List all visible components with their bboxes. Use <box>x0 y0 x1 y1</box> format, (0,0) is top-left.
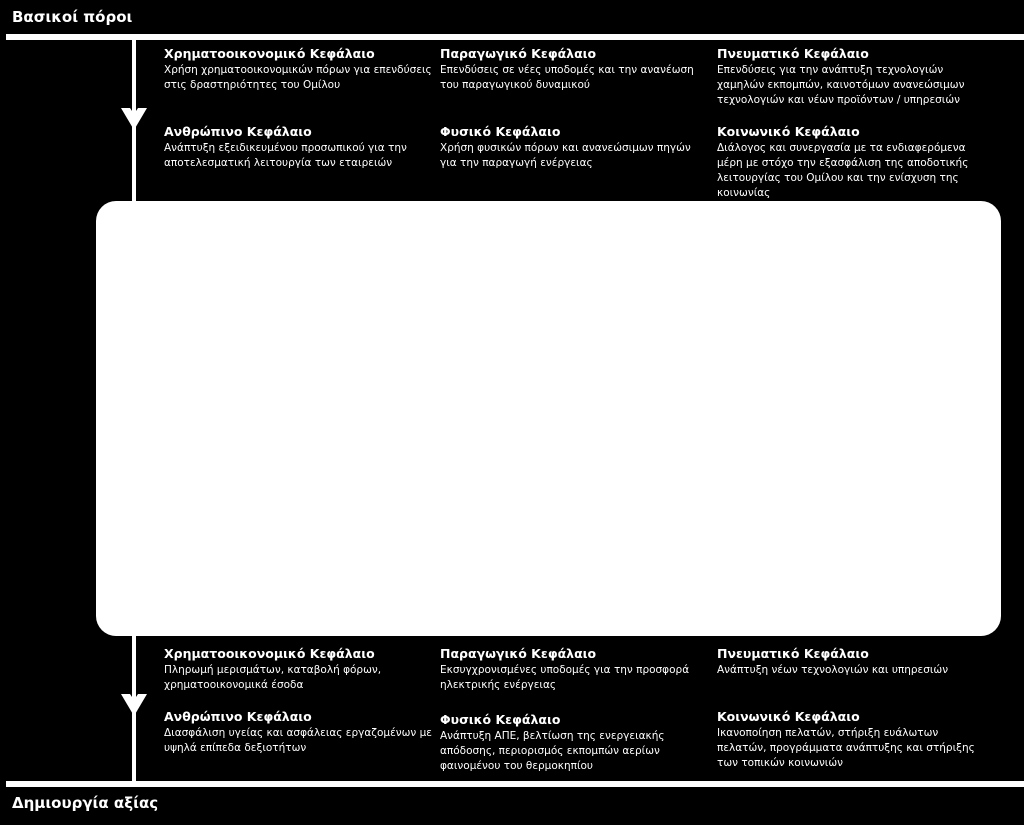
output-intellectual-title: Πνευματικό Κεφάλαιο <box>717 646 869 661</box>
output-natural-text: Ανάπτυξη ΑΠΕ, βελτίωση της ενεργειακής απόδοσης, περιορισμός εκπομπών αερίων φαινομένου του θερμοκηπίου <box>440 730 665 772</box>
output-social-capital <box>717 709 987 771</box>
output-natural-title: Φυσικό Κεφάλαιο <box>440 712 561 727</box>
business-model-panel <box>96 201 1001 636</box>
output-social-title: Κοινωνικό Κεφάλαιο <box>717 709 860 724</box>
output-intellectual-capital <box>717 646 987 678</box>
output-financial-title: Χρηματοοικονομικό Κεφάλαιο <box>164 646 375 661</box>
inputs-title: Βασικοί πόροι <box>12 8 133 26</box>
output-financial-capital <box>164 646 434 693</box>
input-financial-text: Χρήση χρηματοοικονομικών πόρων για επενδύσεις στις δραστηριότητες του Ομίλου <box>164 64 432 91</box>
output-manufactured-title: Παραγωγικό Κεφάλαιο <box>440 646 597 661</box>
input-human-capital <box>164 124 434 171</box>
input-social-title: Κοινωνικό Κεφάλαιο <box>717 124 860 139</box>
output-human-title: Ανθρώπινο Κεφάλαιο <box>164 709 312 724</box>
output-manufactured-capital <box>440 646 710 693</box>
input-intellectual-title: Πνευματικό Κεφάλαιο <box>717 46 869 61</box>
input-natural-text: Χρήση φυσικών πόρων και ανανεώσιμων πηγών για την παραγωγή ενέργειας <box>440 142 691 169</box>
output-manufactured-text: Εκσυγχρονισμένες υποδομές για την προσφορά ηλεκτρικής ενέργειας <box>440 664 690 691</box>
chevron-down-icon <box>121 694 147 716</box>
input-social-text: Διάλογος και συνεργασία με τα ενδιαφερόμενα μέρη με στόχο την εξασφάλιση της αποδοτικής λειτουργίας του Ομίλου και την ενίσχυση της κοινωνίας <box>717 142 969 199</box>
input-natural-title: Φυσικό Κεφάλαιο <box>440 124 561 139</box>
input-manufactured-capital <box>440 46 710 93</box>
output-financial-text: Πληρωμή μερισμάτων, καταβολή φόρων, χρηματοοικονομικά έσοδα <box>164 664 382 691</box>
outputs-title: Δημιουργία αξίας <box>12 794 159 812</box>
input-financial-capital <box>164 46 434 93</box>
output-human-text: Διασφάλιση υγείας και ασφάλειας εργαζομένων με υψηλά επίπεδα δεξιοτήτων <box>164 727 432 754</box>
output-human-capital <box>164 709 434 756</box>
input-human-title: Ανθρώπινο Κεφάλαιο <box>164 124 312 139</box>
bottom-divider <box>6 781 1024 787</box>
output-social-text: Ικανοποίηση πελατών, στήριξη ευάλωτων πελατών, προγράμματα ανάπτυξης και στήριξης των τοπικών κοινωνιών <box>717 727 975 769</box>
output-natural-capital <box>440 712 710 774</box>
input-intellectual-text: Επενδύσεις για την ανάπτυξη τεχνολογιών χαμηλών εκπομπών, καινοτόμων ανανεώσιμων τεχνολογιών και νέων προϊόντων / υπηρεσιών <box>717 64 965 106</box>
input-manufactured-title: Παραγωγικό Κεφάλαιο <box>440 46 597 61</box>
input-financial-title: Χρηματοοικονομικό Κεφάλαιο <box>164 46 375 61</box>
input-social-capital <box>717 124 987 201</box>
input-intellectual-capital <box>717 46 987 108</box>
input-natural-capital <box>440 124 710 171</box>
output-intellectual-text: Ανάπτυξη νέων τεχνολογιών και υπηρεσιών <box>717 664 949 676</box>
input-manufactured-text: Επενδύσεις σε νέες υποδομές και την ανανέωση του παραγωγικού δυναμικού <box>440 64 694 91</box>
chevron-down-icon <box>121 108 147 130</box>
input-human-text: Ανάπτυξη εξειδικευμένου προσωπικού για την αποτελεσματική λειτουργία των εταιρειών <box>164 142 407 169</box>
top-divider <box>6 34 1024 40</box>
